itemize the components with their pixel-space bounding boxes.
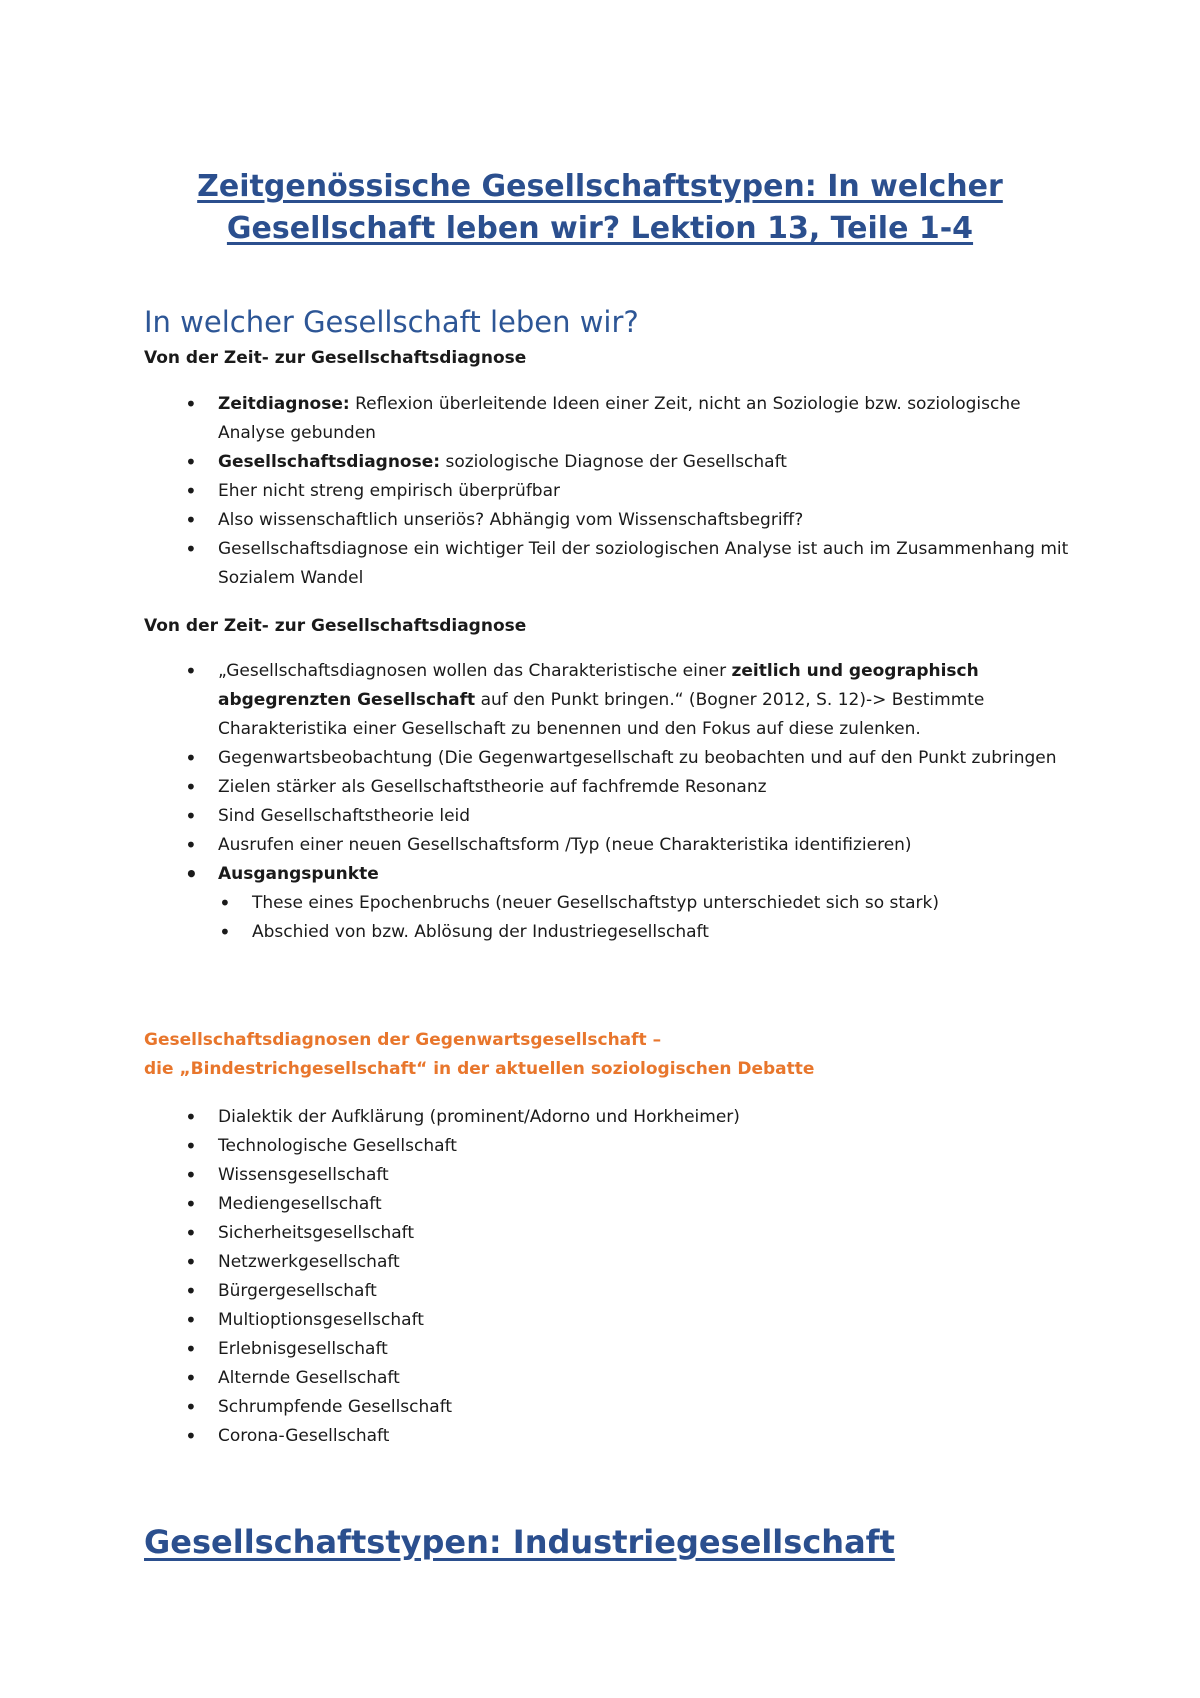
list-item: • Erlebnisgesellschaft	[0, 1335, 1078, 1364]
list-item-ausgangspunkte: • Ausgangspunkte	[0, 860, 1078, 889]
list-item: • Corona-Gesellschaft	[0, 1422, 1078, 1451]
list-item: • Gesellschaftsdiagnose ein wichtiger Teil der soziologischen Analyse ist auch im Zusammenhang mit Sozialem Wandel	[0, 535, 1078, 593]
list-item: • Zeitdiagnose: Reflexion überleitende Ideen einer Zeit, nicht an Soziologie bzw. soziologische Analyse gebunden	[0, 390, 1078, 448]
title-line-1: Zeitgenössische Gesellschaftstypen: In welcher	[197, 169, 1003, 204]
title-line-2: Gesellschaft leben wir? Lektion 13, Teile 1-4	[226, 211, 974, 246]
list-item: • Bürgergesellschaft	[0, 1277, 1078, 1306]
list-item: • Dialektik der Aufklärung (prominent/Adorno und Horkheimer)	[0, 1103, 1078, 1132]
list-item: • Schrumpfende Gesellschaft	[0, 1393, 1078, 1422]
section3-list	[0, 1103, 1078, 1451]
list-item: • Gegenwartsbeobachtung (Die Gegenwartgesellschaft zu beobachten und auf den Punkt zubringen	[0, 744, 1078, 773]
sub-list-item: • These eines Epochenbruchs (neuer Gesellschaftstyp unterschiedet sich so stark)	[0, 889, 1078, 918]
list-item: • Zielen stärker als Gesellschaftstheorie auf fachfremde Resonanz	[0, 773, 1078, 802]
list-item: • Eher nicht streng empirisch überprüfbar	[0, 477, 1078, 506]
section2-subheading: Von der Zeit- zur Gesellschaftsdiagnose	[144, 616, 527, 636]
list-item: • Also wissenschaftlich unseriös? Abhängig vom Wissenschaftsbegriff?	[0, 506, 1078, 535]
list-item: • Ausrufen einer neuen Gesellschaftsform /Typ (neue Charakteristika identifizieren)	[0, 831, 1078, 860]
list-item: • Wissensgesellschaft	[0, 1161, 1078, 1190]
heading-in-welcher-gesellschaft: In welcher Gesellschaft leben wir?	[144, 305, 639, 339]
list-item: • Technologische Gesellschaft	[0, 1132, 1078, 1161]
section1-subheading: Von der Zeit- zur Gesellschaftsdiagnose	[144, 348, 527, 368]
heading-industriegesellschaft: Gesellschaftstypen: Industriegesellschaft	[144, 1523, 895, 1561]
list-item: • Netzwerkgesellschaft	[0, 1248, 1078, 1277]
list-item: • Alternde Gesellschaft	[0, 1364, 1078, 1393]
section3-heading-line-1: Gesellschaftsdiagnosen der Gegenwartsgesellschaft –	[144, 1030, 662, 1050]
sub-list-item: • Abschied von bzw. Ablösung der Industriegesellschaft	[0, 918, 1078, 947]
section1-list	[0, 390, 1078, 593]
list-item: • Sicherheitsgesellschaft	[0, 1219, 1078, 1248]
list-item-quote: • „Gesellschaftsdiagnosen wollen das Charakteristische einer zeitlich und geographisch abgegrenzten Gesellschaft auf den Punkt bringen.“ (Bogner 2012, S. 12)-> Bestimmte Charakteristika einer Gesellschaft zu benennen und den Fokus auf diese zulenken.	[0, 657, 1078, 744]
section3-heading	[144, 1026, 814, 1084]
section3-heading-line-2: die „Bindestrichgesellschaft“ in der aktuellen soziologischen Debatte	[144, 1059, 815, 1079]
list-item: • Gesellschaftsdiagnose: soziologische Diagnose der Gesellschaft	[0, 448, 1078, 477]
list-item: • Multioptionsgesellschaft	[0, 1306, 1078, 1335]
section2-list	[0, 657, 1078, 947]
list-item: • Sind Gesellschaftstheorie leid	[0, 802, 1078, 831]
document-title	[120, 166, 1080, 250]
list-item: • Mediengesellschaft	[0, 1190, 1078, 1219]
